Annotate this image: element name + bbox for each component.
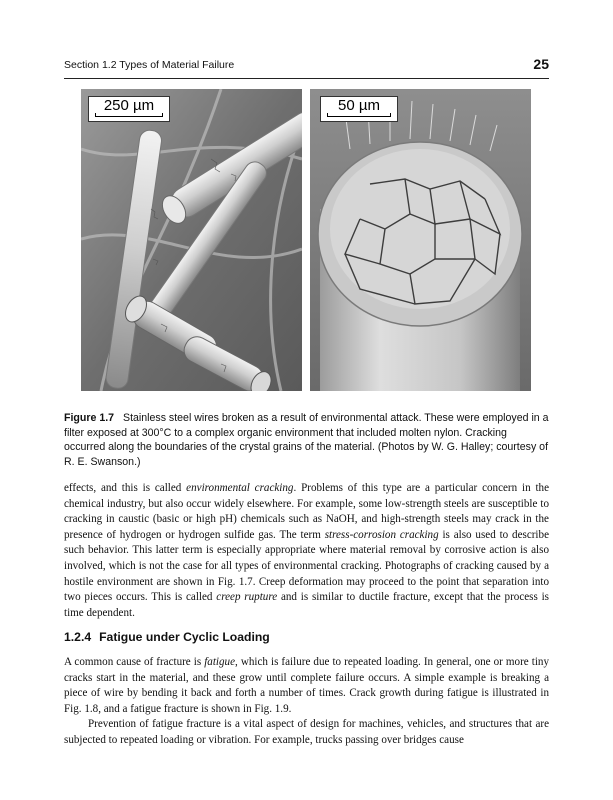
figure-caption — [64, 411, 549, 469]
section-title: Fatigue under Cyclic Loading — [99, 630, 270, 644]
fracture-micrograph — [310, 89, 531, 391]
paragraph-environmental-cracking — [64, 481, 549, 621]
section-heading — [64, 630, 270, 644]
text-run: and is similar to ductile fracture, except that the process is time dependent. — [64, 591, 549, 619]
running-head — [64, 56, 549, 79]
term-environmental-cracking: environmental cracking — [186, 482, 294, 494]
wires-micrograph — [81, 89, 302, 391]
text-run: effects, and this is called — [64, 482, 187, 494]
scale-bar-label: 250 µm — [103, 97, 155, 114]
page-number: 25 — [533, 56, 549, 72]
paragraph-fatigue-intro — [64, 655, 549, 717]
scale-bar-label: 50 µm — [338, 97, 380, 114]
figure-photo-wires — [81, 89, 302, 391]
text-run: , which is failure due to repeated loading. In general, one or more tiny cracks start in the material, and these grow until complete failure occurs. A simple example is breaking a piece of wire by bending it back and forth a number of times. Crack growth during fatigue is illustrated in Fig. 1.8, and a fatigue fracture is shown in Fig. 1.9. — [64, 656, 549, 715]
paragraph-fatigue-prevention — [64, 717, 549, 748]
scale-bar-line — [95, 113, 163, 117]
figure-photo-fracture — [310, 89, 531, 391]
text-run: . Problems of this type are a particular concern in the chemical industry, but also occur widely elsewhere. For example, some low-strength steels are susceptible to cracking in caustic (basic or high pH) chemicals such as NaOH, and high-strength steels may crack in the presence of hydrogen or hydrogen sulfide gas. The term — [64, 482, 549, 541]
term-creep-rupture: creep rupture — [216, 591, 278, 604]
section-running-title: Section 1.2 Types of Material Failure — [64, 59, 235, 71]
term-stress-corrosion-cracking: stress-corrosion cracking — [324, 528, 439, 541]
figure-label: Figure 1.7 — [64, 412, 115, 424]
scale-bar-line — [327, 113, 391, 117]
text-run: A common cause of fracture is — [64, 656, 205, 668]
text-run: Prevention of fatigue fracture is a vital aspect of design for machines, vehicles, and structures that are subjected to repeated loading or vibration. For example, trucks passing over bridges cause — [64, 718, 549, 746]
text-run: is also used to describe such behavior. This latter term is especially appropriate where material removal by corrosive action is also involved, which is not the case for all types of environmental cracking. Photographs of cracking caused by a hostile environment are shown in Fig. 1.7. Creep deformation may proceed to the point that separation into two pieces occurs. This is called — [64, 528, 549, 604]
figure-caption-text: Stainless steel wires broken as a result of environmental attack. These were employed in a filter exposed at 300°C to a complex organic environment that included molten nylon. Cracking occurred along the boundaries of the crystal grains of the material. (Photos by W. G. Halley; courtesy of R. E. Swanson.) — [64, 412, 549, 468]
section-number: 1.2.4 — [64, 630, 92, 644]
term-fatigue: fatigue — [204, 656, 236, 668]
scale-bar-250um — [88, 96, 170, 122]
scale-bar-50um — [320, 96, 398, 122]
